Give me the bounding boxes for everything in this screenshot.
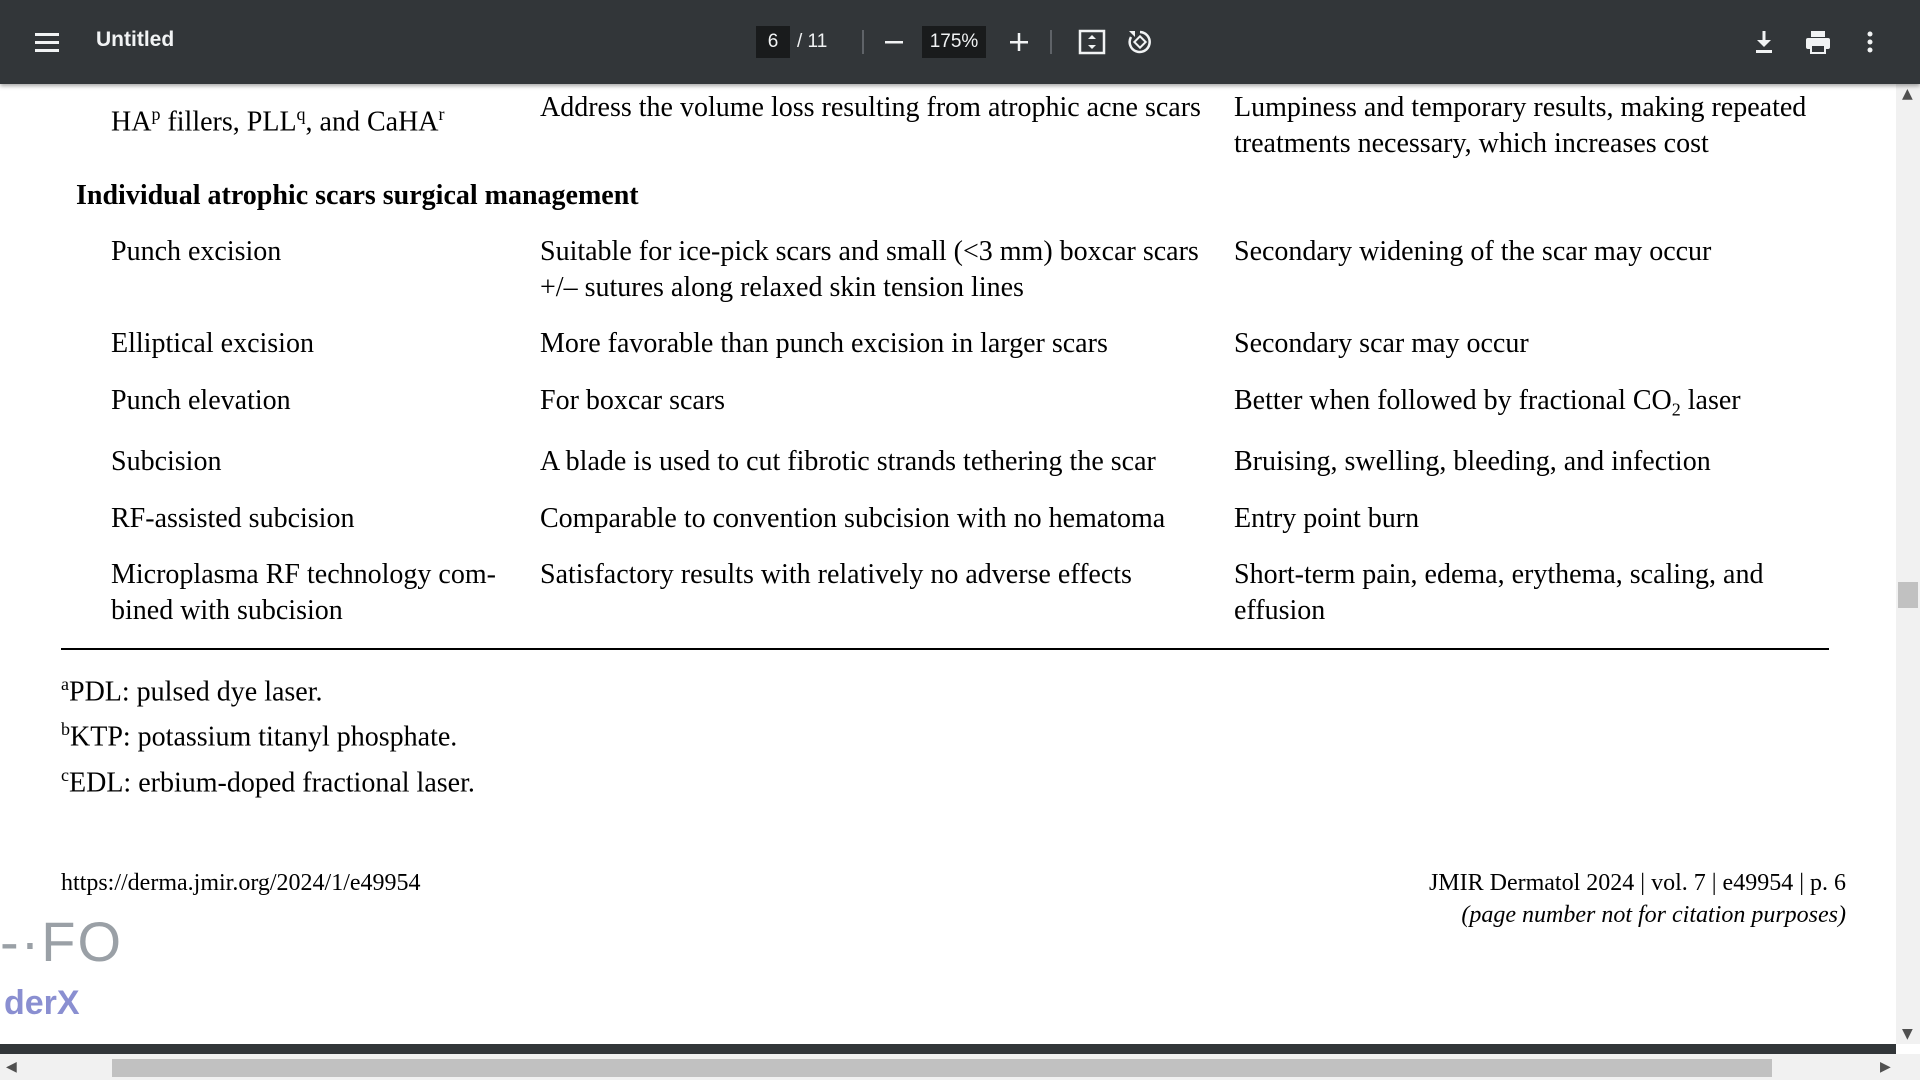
vertical-scroll-thumb[interactable]: [1898, 582, 1918, 608]
toolbar-divider: [862, 30, 864, 54]
scroll-right-icon[interactable]: ▶: [1880, 1059, 1891, 1075]
download-button[interactable]: [1752, 29, 1776, 55]
table-cell-adverse-effects: Secondary widening of the scar may occur: [1234, 236, 1712, 267]
fit-to-page-button[interactable]: [1078, 29, 1106, 55]
table-cell-treatment: Elliptical excision: [111, 328, 314, 359]
plus-icon: [1007, 30, 1031, 54]
table-cell-treatment: Subcision: [111, 446, 222, 477]
scroll-up-icon[interactable]: ▲: [1902, 86, 1913, 102]
minus-icon: [882, 32, 906, 52]
horizontal-scroll-thumb[interactable]: [112, 1059, 1772, 1077]
table-cell-adverse-effects: Better when followed by fractional $CO_2$ laser: [1234, 385, 1741, 420]
footer-url: https://derma.jmir.org/2024/1/e49954: [61, 870, 421, 896]
table-bottom-rule: [61, 648, 1829, 650]
footer-citation: JMIR Dermatol 2024 | vol. 7 | e49954 | p. 6: [1428, 870, 1846, 896]
zoom-level-input[interactable]: 175%: [922, 26, 986, 58]
rotate-icon: [1126, 28, 1154, 56]
more-options-button[interactable]: [1862, 30, 1878, 54]
table-cell-adverse-effects: Secondary scar may occur: [1234, 328, 1529, 359]
table-cell-treatment: Microplasma RF technology com-bined with subcision: [111, 559, 496, 626]
table-cell-treatment: Punch excision: [111, 236, 282, 267]
table-cell-adverse-effects: Lumpiness and temporary results, making repeated treatments necessary, which increases cost: [1234, 92, 1807, 159]
fit-page-icon: [1078, 29, 1106, 55]
table-cell-adverse-effects: Entry point burn: [1234, 503, 1420, 534]
table-cell-treatment: Punch elevation: [111, 385, 291, 416]
table-cell-indication: Comparable to convention subcision with no hematoma: [540, 503, 1166, 534]
table-cell-indication: Address the volume loss resulting from atrophic acne scars: [540, 92, 1201, 123]
footnote: $^c$EDL: erbium-doped fractional laser.: [61, 765, 475, 799]
footer-note: (page number not for citation purposes): [1461, 902, 1846, 928]
page-total: / 11: [797, 31, 828, 52]
download-icon: [1752, 29, 1776, 55]
table-cell-treatment: $HA^p$ fillers, PLL$^q$, and CaHA$^r$: [111, 104, 445, 138]
zoom-out-button[interactable]: [882, 32, 906, 52]
watermark-logo: -·FO: [0, 910, 124, 973]
table-cell-adverse-effects: Short-term pain, edema, erythema, scaling, and effusion: [1234, 559, 1764, 626]
vertical-scrollbar[interactable]: [1896, 84, 1920, 1044]
table-cell-indication: Suitable for ice-pick scars and small (<3 mm) boxcar scars +/– sutures along relaxed skin tension lines: [540, 236, 1199, 303]
table-cell-indication: More favorable than punch excision in larger scars: [540, 328, 1108, 359]
toolbar-divider: [1050, 30, 1052, 54]
scroll-down-icon[interactable]: ▼: [1902, 1026, 1913, 1042]
footnote: $^b$KTP: potassium titanyl phosphate.: [61, 719, 458, 753]
table-cell-treatment: RF-assisted subcision: [111, 503, 355, 534]
document-title: Untitled: [96, 28, 175, 51]
table-cell-indication: For boxcar scars: [540, 385, 726, 416]
print-button[interactable]: [1804, 29, 1832, 55]
table-section-title: Individual atrophic scars surgical management: [76, 180, 639, 211]
pdf-page: [0, 84, 1896, 1044]
table-cell-indication: Satisfactory results with relatively no adverse effects: [540, 559, 1132, 590]
table-cell-adverse-effects: Bruising, swelling, bleeding, and infection: [1234, 446, 1711, 477]
rotate-button[interactable]: [1126, 28, 1154, 56]
menu-icon[interactable]: [30, 28, 64, 56]
viewer-bottom-edge: [0, 1044, 1896, 1054]
pdf-toolbar: [0, 0, 1920, 84]
more-vert-icon: [1862, 30, 1878, 54]
table-cell-indication: A blade is used to cut fibrotic strands tethering the scar: [540, 446, 1156, 477]
zoom-in-button[interactable]: [1007, 30, 1031, 54]
page-number-input[interactable]: 6: [756, 26, 790, 58]
scroll-left-icon[interactable]: ◀: [6, 1059, 17, 1075]
print-icon: [1804, 29, 1832, 55]
footnote: $^a$PDL: pulsed dye laser.: [61, 674, 323, 708]
watermark-text: derX: [4, 984, 80, 1022]
